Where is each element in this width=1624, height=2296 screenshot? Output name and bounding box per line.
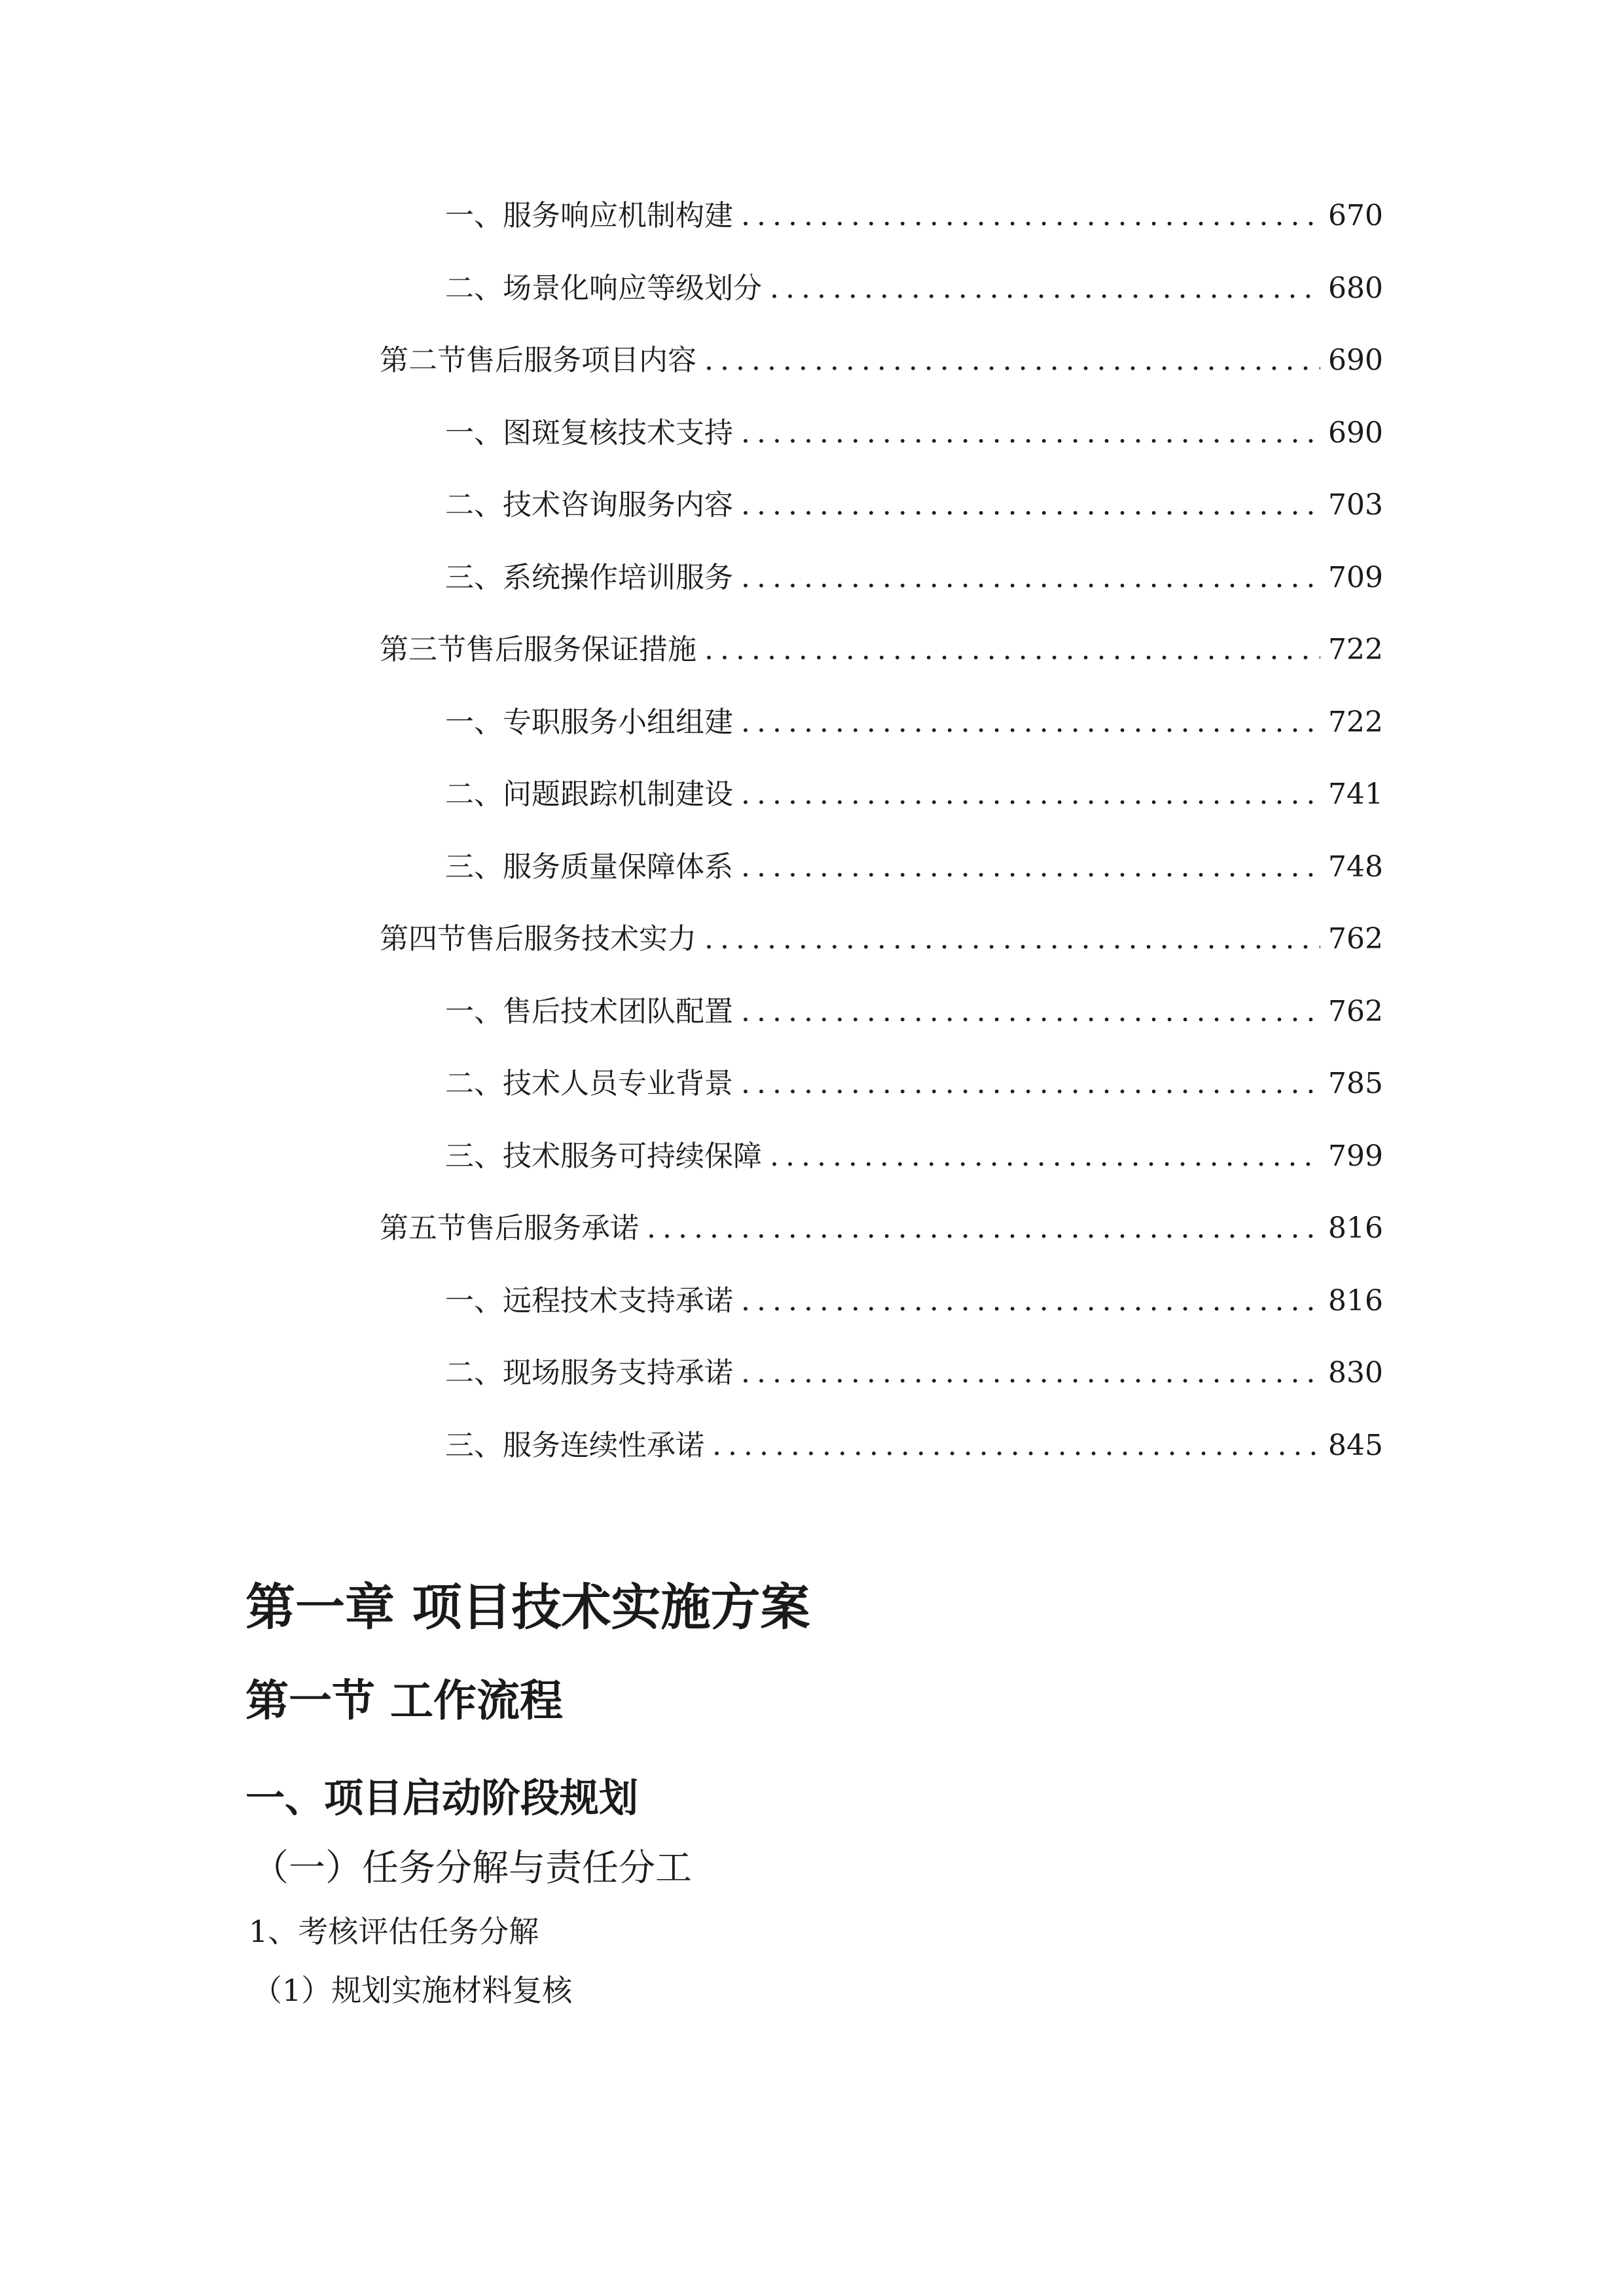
toc-dot-leader	[741, 848, 1320, 887]
toc-dot-leader	[741, 703, 1320, 742]
toc-entry-number: 二、	[445, 488, 503, 522]
subsubitem-heading: （1）规划实施材料复核	[252, 1973, 573, 2008]
subitem-heading: 1、考核评估任务分解	[249, 1914, 539, 1949]
toc-entry[interactable]	[445, 703, 1383, 742]
toc-entry-number: 第二节	[380, 344, 466, 377]
subsection-heading: 一、项目启动阶段规划	[245, 1776, 638, 1821]
toc-entry-page: 722	[1328, 633, 1383, 666]
toc-entry-number: 三、	[445, 1429, 503, 1462]
toc-entry-title: 专职服务小组组建	[503, 706, 733, 739]
toc-entry-title: 系统操作培训服务	[503, 561, 733, 594]
toc-entry-title: 服务连续性承诺	[503, 1429, 704, 1462]
toc-entry-page: 690	[1328, 416, 1383, 450]
toc-entry-title: 图斑复核技术支持	[503, 416, 733, 450]
toc-entry-page: 762	[1328, 922, 1383, 956]
toc-entry[interactable]	[445, 269, 1383, 308]
toc-entry[interactable]	[445, 196, 1383, 236]
toc-dot-leader	[704, 341, 1320, 380]
toc-entry-title: 售后服务承诺	[466, 1211, 639, 1245]
toc-dot-leader	[712, 1426, 1320, 1465]
toc-entry[interactable]	[380, 920, 1383, 959]
toc-entry-title: 售后服务技术实力	[466, 922, 696, 956]
toc-entry-title: 现场服务支持承诺	[503, 1356, 733, 1390]
toc-entry[interactable]	[445, 558, 1383, 598]
toc-entry-page: 799	[1328, 1139, 1383, 1173]
toc-entry[interactable]	[445, 414, 1383, 453]
toc-entry-title: 售后服务项目内容	[466, 344, 696, 377]
toc-entry-number: 二、	[445, 1067, 503, 1100]
toc-entry-page: 816	[1328, 1284, 1383, 1318]
toc-dot-leader	[704, 920, 1320, 959]
toc-entry-number: 三、	[445, 1139, 503, 1173]
toc-entry-number: 二、	[445, 1356, 503, 1390]
toc-entry-page: 722	[1328, 706, 1383, 739]
toc-entry-number: 二、	[445, 778, 503, 811]
toc-entry-page: 741	[1328, 778, 1383, 811]
toc-entry[interactable]	[380, 341, 1383, 380]
toc-entry-page: 785	[1328, 1067, 1383, 1100]
toc-entry-title: 售后技术团队配置	[503, 995, 733, 1028]
toc-entry-number: 二、	[445, 272, 503, 305]
toc-entry-page: 748	[1328, 850, 1383, 884]
toc-entry[interactable]	[445, 992, 1383, 1031]
toc-entry-number: 三、	[445, 561, 503, 594]
toc-entry-title: 远程技术支持承诺	[503, 1284, 733, 1318]
toc-entry-title: 服务质量保障体系	[503, 850, 733, 884]
toc-entry-page: 816	[1328, 1211, 1383, 1245]
toc-dot-leader	[741, 196, 1320, 236]
toc-entry-page: 762	[1328, 995, 1383, 1028]
toc-entry-number: 一、	[445, 706, 503, 739]
toc-dot-leader	[741, 414, 1320, 453]
toc-entry-number: 第五节	[380, 1211, 466, 1245]
toc-entry-page: 845	[1328, 1429, 1383, 1462]
toc-dot-leader	[704, 630, 1320, 670]
toc-entry-page: 690	[1328, 344, 1383, 377]
toc-entry-title: 服务响应机制构建	[503, 199, 733, 232]
toc-entry-number: 一、	[445, 199, 503, 232]
toc-entry[interactable]	[445, 775, 1383, 814]
chapter-heading: 第一章 项目技术实施方案	[245, 1578, 810, 1636]
toc-dot-leader	[770, 1137, 1320, 1176]
toc-entry-title: 问题跟踪机制建设	[503, 778, 733, 811]
toc-dot-leader	[741, 992, 1320, 1031]
toc-entry-page: 680	[1328, 272, 1383, 305]
toc-dot-leader	[741, 1064, 1320, 1103]
toc-dot-leader	[741, 775, 1320, 814]
toc-dot-leader	[770, 269, 1320, 308]
toc-entry-page: 703	[1328, 488, 1383, 522]
toc-entry-number: 一、	[445, 995, 503, 1028]
toc-entry-number: 一、	[445, 416, 503, 450]
toc-entry-page: 830	[1328, 1356, 1383, 1390]
toc-entry-title: 售后服务保证措施	[466, 633, 696, 666]
toc-dot-leader	[741, 1354, 1320, 1393]
toc-entry-number: 第四节	[380, 922, 466, 956]
toc-entry-page: 670	[1328, 199, 1383, 232]
toc-entry-title: 技术服务可持续保障	[503, 1139, 762, 1173]
toc-dot-leader	[647, 1209, 1320, 1248]
toc-dot-leader	[741, 1282, 1320, 1321]
toc-entry-page: 709	[1328, 561, 1383, 594]
toc-entry-title: 技术人员专业背景	[503, 1067, 733, 1100]
toc-entry-number: 一、	[445, 1284, 503, 1318]
toc-entry-number: 三、	[445, 850, 503, 884]
toc-entry[interactable]	[380, 630, 1383, 670]
item-heading: （一）任务分解与责任分工	[252, 1847, 692, 1890]
toc-entry[interactable]	[445, 1064, 1383, 1103]
toc-entry-title: 场景化响应等级划分	[503, 272, 762, 305]
toc-dot-leader	[741, 486, 1320, 525]
section-heading: 第一节 工作流程	[245, 1675, 563, 1726]
toc-entry[interactable]	[445, 1282, 1383, 1321]
toc-entry[interactable]	[445, 486, 1383, 525]
toc-entry-title: 技术咨询服务内容	[503, 488, 733, 522]
toc-entry[interactable]	[445, 1354, 1383, 1393]
toc-entry[interactable]	[445, 848, 1383, 887]
toc-entry[interactable]	[380, 1209, 1383, 1248]
toc-entry[interactable]	[445, 1426, 1383, 1465]
toc-entry[interactable]	[445, 1137, 1383, 1176]
toc-dot-leader	[741, 558, 1320, 598]
toc-entry-number: 第三节	[380, 633, 466, 666]
